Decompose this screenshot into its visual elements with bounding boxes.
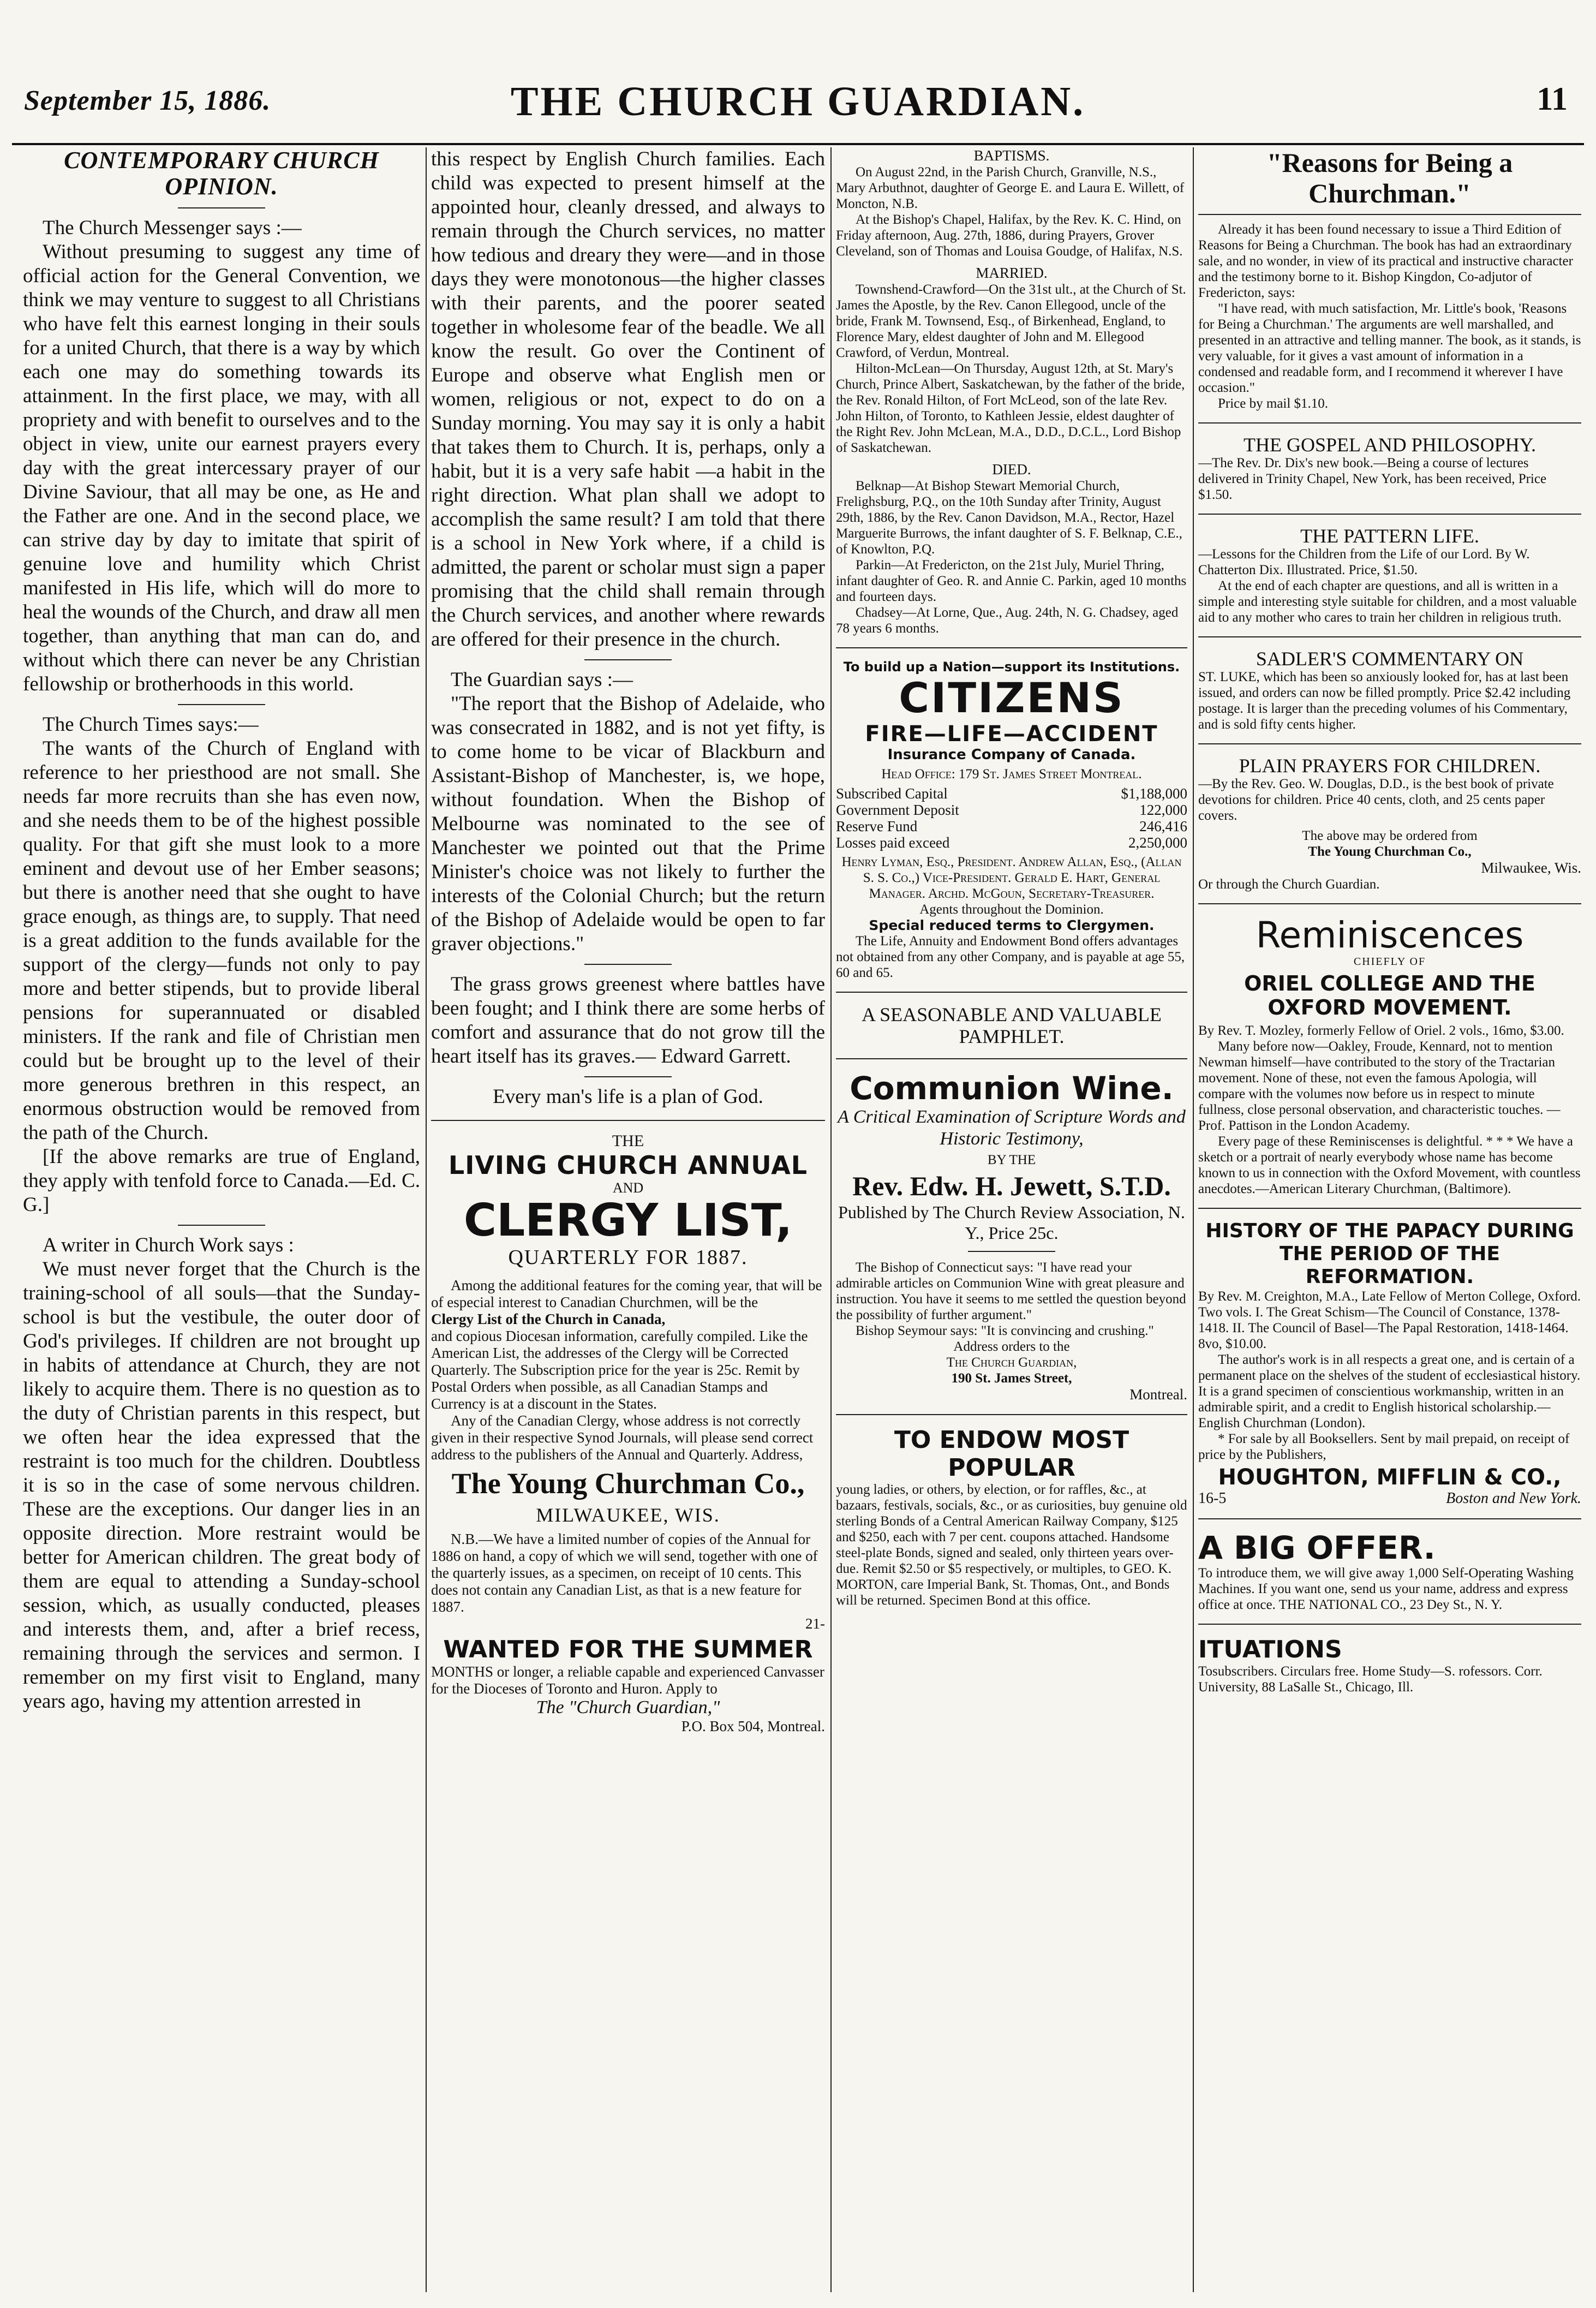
order-label: The above may be ordered from: [1302, 828, 1478, 843]
masthead-title: THE CHURCH GUARDIAN.: [510, 79, 1086, 124]
reminiscences-ad: [1198, 915, 1581, 1197]
figure-label: Reserve Fund: [836, 818, 918, 834]
quote-source: The Church Messenger says :—: [43, 217, 302, 239]
order-alt: Or through the Church Guardian.: [1198, 877, 1380, 892]
quote-source: The Church Times says:—: [43, 713, 259, 736]
notice: Chadsey—At Lorne, Que., Aug. 24th, N. G. Chadsey, aged 78 years 6 months.: [836, 605, 1179, 636]
article-paragraph: The grass grows greenest where battles have been fought; and I think there are some herbs of comfort and assurance that do not grow till the heart itself has its graves.— Edward Garrett.: [431, 973, 825, 1067]
editor-note: [If the above remarks are true of England, they apply with tenfold force to Canada.—Ed. C. G.]: [23, 1146, 420, 1216]
ad-body: Any of the Canadian Clergy, whose address is not correctly given in their respective Synod Journals, will please send correct address to the publishers of the Annual and Quarterly. Address,: [431, 1412, 814, 1463]
communion-publisher: Published by The Church Review Association, N. Y., Price 25c.: [838, 1202, 1185, 1243]
article-paragraph: We must never forget that the Church is the training-school of all souls—that the Sunday-school is but the vestibule, the outer door of God's privileges. If children are not brought up in habits of attendance at Church, they are not likely to acquire them. There is no question as to the duty of Christian parents in this respect, but we often hear the idea expressed that the restraint is too much for the children. Doubtless it is so in the case of some nervous children. These are the exceptions. Our danger lies in an opposite direction. More restraint would be better for American children. The great body of them are equal to attending a Sunday-school session, which, as usually conducted, pleases and interests them, and, after a brief recess, remaining through the services and sermon. I remember on my first visit to England, many years ago, having my attention arrested in: [23, 1258, 420, 1713]
ad-body: Among the additional features for the coming year, that will be of especial interest to Canadian Churchmen, will be the: [431, 1277, 822, 1310]
wanted-box: P.O. Box 504, Montreal.: [681, 1718, 825, 1734]
citizens-tagline: To build up a Nation—support its Institutions.: [843, 659, 1180, 675]
figure-value: 246,416: [1139, 818, 1187, 834]
houghton-code: 16-5: [1198, 1490, 1227, 1507]
quote-source: A writer in Church Work says :: [43, 1234, 294, 1256]
pattern-title: THE PATTERN LIFE.: [1300, 525, 1479, 547]
houghton-city: Boston and New York.: [1446, 1490, 1581, 1507]
situations-ad: [1198, 1636, 1581, 1695]
reasons-body: Already it has been found necessary to issue a Third Edition of Reasons for Being a Churchman. The book has had an extraordinary sale, and no wonder, in view of its practical and instructive character and the testimony borne to it. Bishop Kingdon, Co-adjutor of Fredericton, says:: [1198, 222, 1573, 300]
column-divider: [426, 147, 427, 2292]
papacy-by: By Rev. M. Creighton, M.A., Late Fellow of Merton College, Oxford. Two vols. I. The Great Schism—The Council of Constance, 1378-1418. II. The Council of Basel—The Papal Restoration, 1418-1464. 8vo, $10.00.: [1198, 1289, 1581, 1351]
reminiscences-by: By Rev. T. Mozley, formerly Fellow of Oriel. 2 vols., 16mo, $3.00.: [1198, 1023, 1564, 1038]
section-title: CONTEMPORARY CHURCH OPINION.: [64, 147, 379, 200]
ad-city: MILWAUKEE, WIS.: [536, 1504, 720, 1526]
citizens-title: CITIZENS: [899, 673, 1125, 722]
divider: [584, 659, 672, 660]
notice: Parkin—At Fredericton, on the 21st July, Muriel Thring, infant daughter of Geo. R. and Annie C. Parkin, aged 10 months and fourteen days.: [836, 558, 1187, 604]
divider: [836, 1058, 1187, 1059]
citizens-insurance-ad: [836, 659, 1187, 981]
ad-quarterly: QUARTERLY FOR 1887.: [508, 1246, 748, 1269]
gospel-body: —The Rev. Dr. Dix's new book.—Being a course of lectures delivered in Trinity Chapel, New York, has been received, Price $1.50.: [1198, 456, 1547, 502]
communion-author: Rev. Edw. H. Jewett, S.T.D.: [852, 1171, 1171, 1201]
divider: [584, 964, 672, 965]
divider: [836, 1414, 1187, 1415]
communion-quote: Bishop Seymour says: "It is convincing and crushing.": [856, 1323, 1154, 1338]
communion-quote: The Bishop of Connecticut says: "I have read your admirable articles on Communion Wine with great pleasure and instruction. You have it seems to me settled the question beyond the possibility of further argument.": [836, 1260, 1186, 1322]
endow-ad: [836, 1426, 1187, 1608]
article-paragraph: "The report that the Bishop of Adelaide, who was consecrated in 1882, and is not yet fifty, is to come home to be vicar of Blackburn and Assistant-Bishop of Manchester, is, we hope, without foundation. When the Bishop of Melbourne was nominated to the see of Manchester we pointed out that the Prime Minister's choice was not likely to further the interests of the Colonial Church; but the return of the Bishop of Adelaide would be open to far graver objections.": [431, 693, 825, 955]
table-row: [836, 785, 1187, 802]
married-heading: MARRIED.: [976, 265, 1048, 281]
quote-source: The Guardian says :—: [451, 669, 633, 691]
citizens-special: Special reduced terms to Clergymen.: [869, 917, 1155, 933]
citizens-company: Insurance Company of Canada.: [887, 747, 1136, 763]
pattern-body: —Lessons for the Children from the Life of our Lord. By W. Chatterton Dix. Illustrated. Price, $1.50.: [1198, 547, 1530, 577]
communion-city: Montreal.: [1129, 1386, 1187, 1403]
divider: [431, 1120, 825, 1121]
divider: [1198, 422, 1581, 424]
header-rule: [12, 143, 1584, 145]
page-number: 11: [1537, 81, 1568, 117]
pamphlet-title: A SEASONABLE AND VALUABLE PAMPHLET.: [862, 1004, 1162, 1047]
big-offer-body: To introduce them, we will give away 1,000 Self-Operating Washing Machines. If you want one, send us your name, address and express office at once. THE NATIONAL CO., 23 Dey St., N. Y.: [1198, 1566, 1574, 1612]
reminiscences-body: Every page of these Reminiscenses is delightful. * * * We have a sketch or a portrait of nearly everybody whose name has become known to us in connection with the Oxford Movement, with countless anecdotes.—American Literary Churchman, (Baltimore).: [1198, 1134, 1581, 1196]
gospel-title: THE GOSPEL AND PHILOSOPHY.: [1243, 434, 1537, 456]
page-header: [0, 79, 1596, 142]
houghton-title: HOUGHTON, MIFFLIN & CO.,: [1218, 1465, 1562, 1490]
reminiscences-title: Reminiscences: [1256, 914, 1524, 956]
papacy-ad: [1198, 1220, 1581, 1507]
divider: [584, 1076, 672, 1077]
papacy-sale: * For sale by all Booksellers. Sent by mail prepaid, on receipt of price by the Publishers,: [1198, 1432, 1570, 1462]
column-divider: [1193, 147, 1194, 2292]
wanted-address: The "Church Guardian,": [536, 1697, 720, 1717]
divider: [178, 704, 265, 705]
divider: [1198, 1518, 1581, 1519]
table-row: [836, 802, 1187, 818]
reasons-quote: "I have read, with much satisfaction, Mr. Little's book, 'Reasons for Being a Churchman.' The arguments are well marshalled, and presented in an attractive and telling manner. The book, as it stands, is very valuable, for it gives a vast amount of information in a condensed and readable form, and I recommend it wherever I have occasion.": [1198, 301, 1581, 395]
communion-title: Communion Wine.: [850, 1070, 1174, 1107]
big-offer-ad: [1198, 1530, 1581, 1613]
baptisms-heading: BAPTISMS.: [973, 147, 1050, 164]
communion-address: The Church Guardian,: [946, 1355, 1077, 1370]
pattern-body: At the end of each chapter are questions, and all is written in a simple and interesting style suitable for children, and a most valuable aid to any mother who cares to train her children in religious truth.: [1198, 579, 1577, 625]
citizens-agents: Agents throughout the Dominion.: [919, 902, 1104, 917]
reminiscences-oriel: ORIEL COLLEGE AND THE OXFORD MOVEMENT.: [1244, 971, 1535, 1019]
houghton-footer: [1198, 1490, 1581, 1507]
reasons-title: "Reasons for Being a Churchman.": [1266, 147, 1513, 208]
ad-and: AND: [612, 1180, 644, 1196]
situations-title: ITUATIONS: [1198, 1636, 1342, 1663]
figure-value: $1,188,000: [1121, 785, 1187, 802]
column-divider: [830, 147, 832, 2292]
column-4: [1198, 147, 1581, 2292]
notice: On August 22nd, in the Parish Church, Granville, N.S., Mary Arbuthnot, daughter of George E. and Laura E. Willett, of Moncton, N.B.: [836, 165, 1185, 211]
prayers-title: PLAIN PRAYERS FOR CHILDREN.: [1239, 755, 1541, 777]
living-church-annual-ad: [431, 1132, 825, 1632]
communion-street: 190 St. James Street,: [951, 1371, 1072, 1386]
divider: [1198, 636, 1581, 637]
communion-by: BY THE: [987, 1153, 1036, 1167]
communion-wine-ad: [836, 1070, 1187, 1403]
ad-the: THE: [612, 1132, 644, 1150]
divider: [178, 1225, 265, 1226]
issue-date: September 15, 1886.: [24, 85, 271, 116]
wanted-title: WANTED FOR THE SUMMER: [443, 1636, 813, 1663]
article-paragraph: Without presuming to suggest any time of official action for the General Convention, we think we may venture to suggest to all Christians who have felt this earnest longing in their souls for a united Church, that there is a way by which each one may do something towards its attainment. In the first place, we may, with all propriety and with benefit to ourselves and to the object in view, unite our earnest prayers every day with the great intercessary prayer of our Divine Saviour, that all may be one, as He and the Father are one. And in the second place, we can strive day by day to imitate that spirit of genuine love and humility which Christ manifested in His life, which will do more to heal the wounds of the Church, and draw all men together, than anything that man can do, and without which there can never be any Christian fellowship or brotherhoods in this world.: [23, 241, 420, 695]
order-company: The Young Churchman Co.,: [1308, 844, 1472, 859]
figure-label: Losses paid exceed: [836, 834, 950, 851]
article-paragraph: this respect by English Church families. Each child was expected to present himself at the appointed hour, cleanly dressed, and always to remain through the Church services, no matter how tedious and dreary they were—and in those days they were monotonous—the higher classes with their parents, and the poorer seated together in wholesome fear of the beadle. We all know the result. Go over the Continent of Europe and observe what English men or women, religious or not, expect to do on a Sunday morning. You may say it is only a habit that takes them to Church. It is, perhaps, only a habit, but it is a very safe habit —a habit in the right direction. What plan shall we adopt to accomplish the same result? I am told that there is a school in New York where, if a child is admitted, the parent or scholar must sign a paper promising that the child shall remain through the Church services, and another where rewards are offered for their presence in the church.: [431, 148, 825, 651]
papacy-title: HISTORY OF THE PAPACY DURING THE PERIOD OF THE REFORMATION.: [1205, 1220, 1574, 1288]
ad-publisher: The Young Churchman Co.,: [451, 1467, 805, 1500]
citizens-office: Head Office: 179 St. James Street Montreal.: [881, 767, 1142, 782]
citizens-body: The Life, Annuity and Endowment Bond offers advantages not obtained from any other Company, and is payable at age 55, 60 and 65.: [836, 934, 1185, 980]
divider: [1198, 743, 1581, 744]
endow-body: young ladies, or others, by election, or for raffles, &c., at bazaars, festivals, socials, &c., or as curiosities, buy genuine old sterling Bonds of a Central American Railway Company, $125 and $250, each with 7 per cent. coupons attached. Handsome steel-plate Bonds, signed and sealed, only thirteen years over-due. Remit $2.50 or $5 respectively, or multiples, to GEO. K. MORTON, care Imperial Bank, St. Thomas, Ont., and Bonds will be returned. Specimen Bond at this office.: [836, 1482, 1187, 1608]
endow-title: TO ENDOW MOST POPULAR: [894, 1426, 1129, 1482]
communion-subtitle: A Critical Examination of Scripture Words and Historic Testimony,: [838, 1107, 1186, 1149]
notice: Townshend-Crawford—On the 31st ult., at the Church of St. James the Apostle, by the Rev. Canon Ellegood, uncle of the bride, Frank M. Townsend, Esq., of Birkenhead, England, to Florence Mary, eldest daughter of John and M. Ellegood Crawford, of Verdun, Montreal.: [836, 282, 1186, 360]
divider: [836, 647, 1187, 648]
ad-title: LIVING CHURCH ANNUAL: [448, 1150, 808, 1180]
notice: Belknap—At Bishop Stewart Memorial Church, Frelighsburg, P.Q., on the 10th Sunday after Trinity, August 29th, 1886, by the Rev. Canon Davidson, M.A., Rector, Hazel Marguerite Burrows, the infant daughter of S. F. Belknap, C.E., of Knowlton, P.Q.: [836, 479, 1182, 557]
reasons-price: Price by mail $1.10.: [1218, 396, 1329, 411]
table-row: [836, 818, 1187, 834]
reminiscences-body: Many before now—Oakley, Froude, Kennard, not to mention Newman himself—have contributed to the story of the Tractarian movement. None of these, not even the famous Apologia, will compare with the volumes now before us in respect to minute fullness, close personal observation, and characteristic touches. —Prof. Pattison in the London Academy.: [1198, 1039, 1561, 1133]
divider: [1198, 214, 1581, 215]
maxim: Every man's life is a plan of God.: [493, 1086, 763, 1108]
died-heading: DIED.: [992, 461, 1031, 478]
wanted-body: MONTHS or longer, a reliable capable and experienced Canvasser for the Dioceses of Toronto and Huron. Apply to: [431, 1663, 824, 1697]
notice: Hilton-McLean—On Thursday, August 12th, at St. Mary's Church, Prince Albert, Saskatchewan, by the father of the bride, the Rev. Ronald Hilton, of Fort McLeod, son of the late Rev. John Hilton, of Toronto, to Kathleen Jessie, eldest daughter of the Right Rev. John McLean, M.A., D.D., D.C.L., Lord Bishop of Saskatchewan.: [836, 361, 1185, 455]
communion-address-label: Address orders to the: [953, 1339, 1070, 1354]
ad-code: 21-: [805, 1615, 825, 1632]
column-1: [23, 147, 420, 2292]
divider: [836, 992, 1187, 993]
ad-note: N.B.—We have a limited number of copies of the Annual for 1886 on hand, a copy of which we will send, together with one of the quarterly issues, as a specimen, on receipt of 10 cents. This does not contain any Canadian List, as that is a new feature for 1887.: [431, 1531, 818, 1615]
big-offer-title: A BIG OFFER.: [1198, 1529, 1436, 1566]
figure-label: Subscribed Capital: [836, 785, 948, 802]
column-3: [836, 147, 1187, 2292]
divider: [1198, 1624, 1581, 1625]
figure-label: Government Deposit: [836, 802, 959, 818]
citizens-officers: Henry Lyman, Esq., President. Andrew Allan, Esq., (Allan S. S. Co.,) Vice-President. Gerald E. Hart, General Manager. Archd. McGoun, Secretary-Treasurer.: [841, 855, 1182, 901]
article-paragraph: The wants of the Church of England with reference to her priesthood are not small. She needs far more recruits than she has even now, and she needs them to be of the highest possible quality. For that gift she must look to a more eminent and devout use of her Ember seasons; but there is another need that she ought to have grace enough, as things are, to supply. That need is a great addition to the funds available for the support of the clergy—funds not only to pay more and better stipends, but to provide liberal pensions for superannuated or disabled ministers. If the rank and file of Christian men could but be brought up to the level of their more generous brethren in this respect, an enormous obstruction would be removed from the path of the Church.: [23, 737, 420, 1144]
citizens-subtitle: FIRE—LIFE—ACCIDENT: [865, 721, 1158, 747]
sadler-body: ST. LUKE, which has been so anxiously looked for, has at last been issued, and orders can now be filled promptly. Price $2.42 including postage. It is larger than the preceding volumes of his Commentary, and is sold fifty cents higher.: [1198, 670, 1571, 732]
order-city: Milwaukee, Wis.: [1481, 860, 1581, 876]
notice: At the Bishop's Chapel, Halifax, by the Rev. K. C. Hind, on Friday afternoon, Aug. 27th, 1886, during Prayers, Grover Cleveland, son of Thomas and Louisa Goudge, of Halifax, N.S.: [836, 212, 1183, 259]
reminiscences-chiefly: CHIEFLY OF: [1353, 956, 1426, 968]
divider: [1198, 514, 1581, 515]
sadler-title: SADLER'S COMMENTARY ON: [1256, 648, 1524, 670]
figure-value: 2,250,000: [1128, 834, 1187, 851]
divider: [1198, 903, 1581, 904]
wanted-ad: [431, 1636, 825, 1735]
situations-body: Tosubscribers. Circulars free. Home Study—S. rofessors. Corr. University, 88 LaSalle St., Chicago, Ill.: [1198, 1664, 1543, 1695]
ad-clergy-list: CLERGY LIST,: [463, 1195, 793, 1247]
divider: [1198, 1208, 1581, 1209]
ad-body: and copious Diocesan information, carefully compiled. Like the American List, the addresses of the Clergy will be Corrected Quarterly. The Subscription price for the year is 25c. Remit by Postal Orders when possible, as all Canadian Stamps and Currency is at a discount in the States.: [431, 1328, 808, 1412]
table-row: [836, 834, 1187, 851]
citizens-figures: [836, 785, 1187, 851]
figure-value: 122,000: [1139, 802, 1187, 818]
papacy-body: The author's work is in all respects a great one, and is certain of a permanent place on the shelves of the student of ecclesiastical history. It is a grand specimen of conscientious workmanship, written in an admirable spirit, and a credit to English historical scholarship.—English Churchman (London).: [1198, 1352, 1581, 1430]
divider: [968, 1251, 1055, 1252]
prayers-body: —By the Rev. Geo. W. Douglas, D.D., is the best book of private devotions for children. Price 40 cents, cloth, and 25 cents paper covers.: [1198, 777, 1554, 823]
column-2: [431, 147, 825, 2292]
divider: [178, 207, 265, 208]
ad-body-bold: Clergy List of the Church in Canada,: [431, 1311, 666, 1327]
